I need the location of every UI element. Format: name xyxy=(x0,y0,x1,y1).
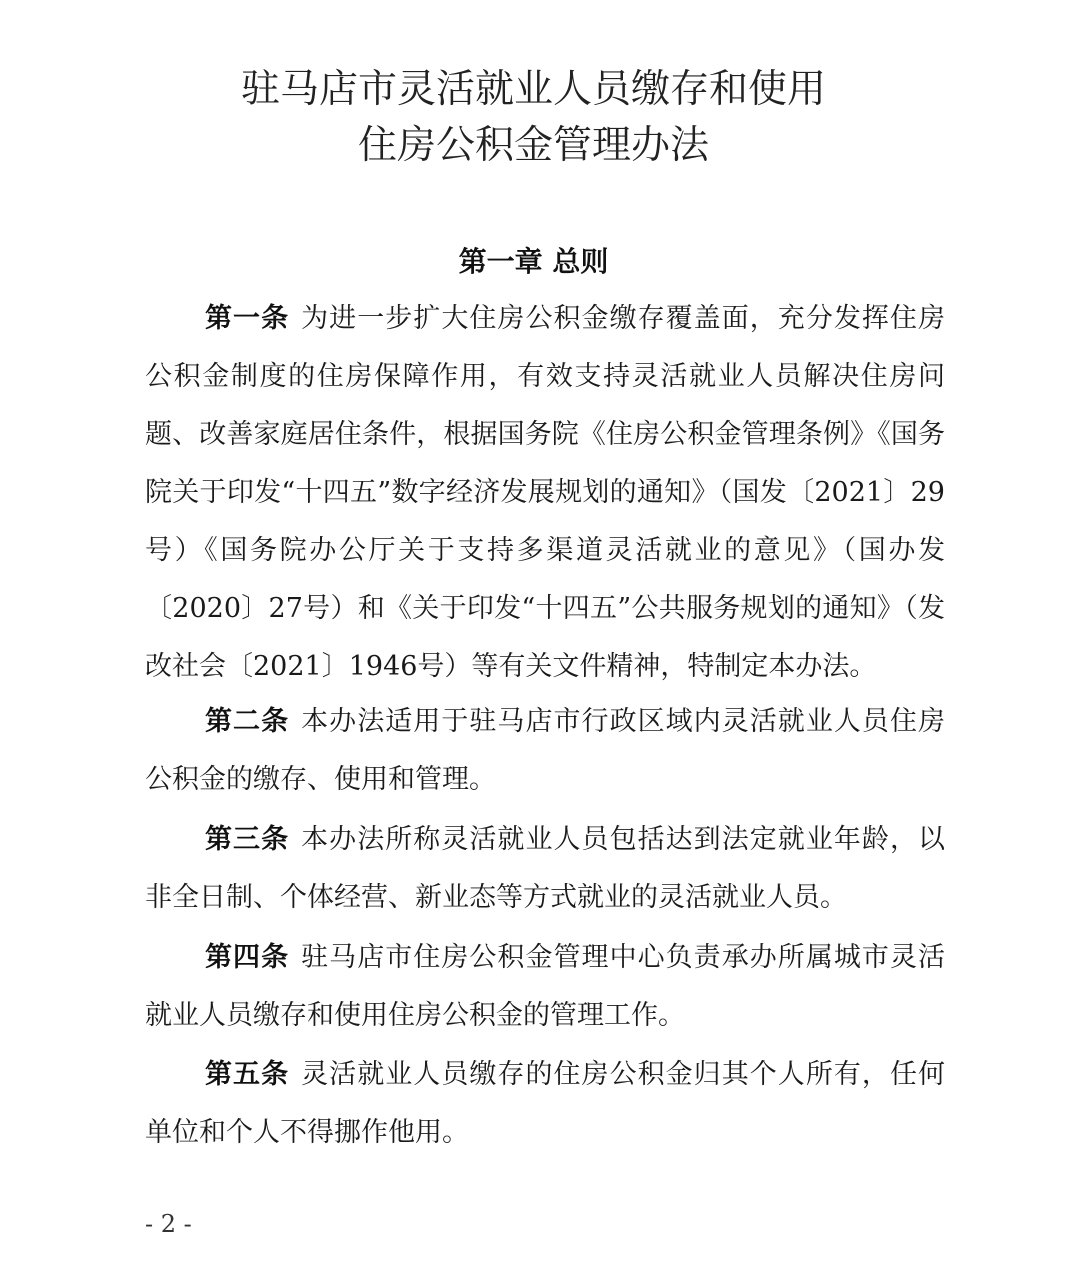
document-title-line-2: 住房公积金管理办法 xyxy=(357,123,709,168)
article-5 xyxy=(145,1046,945,1162)
article-5-label: 第五条 xyxy=(205,1059,290,1090)
article-5-text: 灵活就业人员缴存的住房公积金归其个人所有，任何单位和个人不得挪作他用。 xyxy=(145,1059,946,1148)
article-3 xyxy=(145,811,945,927)
article-2 xyxy=(145,693,945,809)
article-1-label: 第一条 xyxy=(205,303,290,334)
article-2-text: 本办法适用于驻马店市行政区域内灵活就业人员住房公积金的缴存、使用和管理。 xyxy=(145,706,946,795)
article-3-text: 本办法所称灵活就业人员包括达到法定就业年龄，以非全日制、个体经营、新业态等方式就业的灵活就业人员。 xyxy=(145,824,946,913)
chapter-heading: 第一章 总则 xyxy=(458,245,609,278)
article-3-label: 第三条 xyxy=(205,824,290,855)
article-4-label: 第四条 xyxy=(205,942,290,973)
document-title-line-1: 驻马店市灵活就业人员缴存和使用 xyxy=(240,67,826,112)
article-2-label: 第二条 xyxy=(205,706,290,737)
page-number: - 2 - xyxy=(145,1210,192,1238)
article-4-text: 驻马店市住房公积金管理中心负责承办所属城市灵活就业人员缴存和使用住房公积金的管理工作。 xyxy=(145,942,946,1031)
article-1-text: 为进一步扩大住房公积金缴存覆盖面，充分发挥住房公积金制度的住房保障作用，有效支持灵活就业人员解决住房问题、改善家庭居住条件，根据国务院《住房公积金管理条例》《国务院关于印发“十四五”数字经济发展规划的通知》（国发〔2021〕29号）《国务院办公厅关于支持多渠道灵活就业的意见》（国办发〔2020〕27号）和《关于印发“十四五”公共服务规划的通知》（发改社会〔2021〕1946号）等有关文件精神，特制定本办法。 xyxy=(145,303,946,682)
article-4 xyxy=(145,929,945,1045)
article-1 xyxy=(145,290,945,696)
